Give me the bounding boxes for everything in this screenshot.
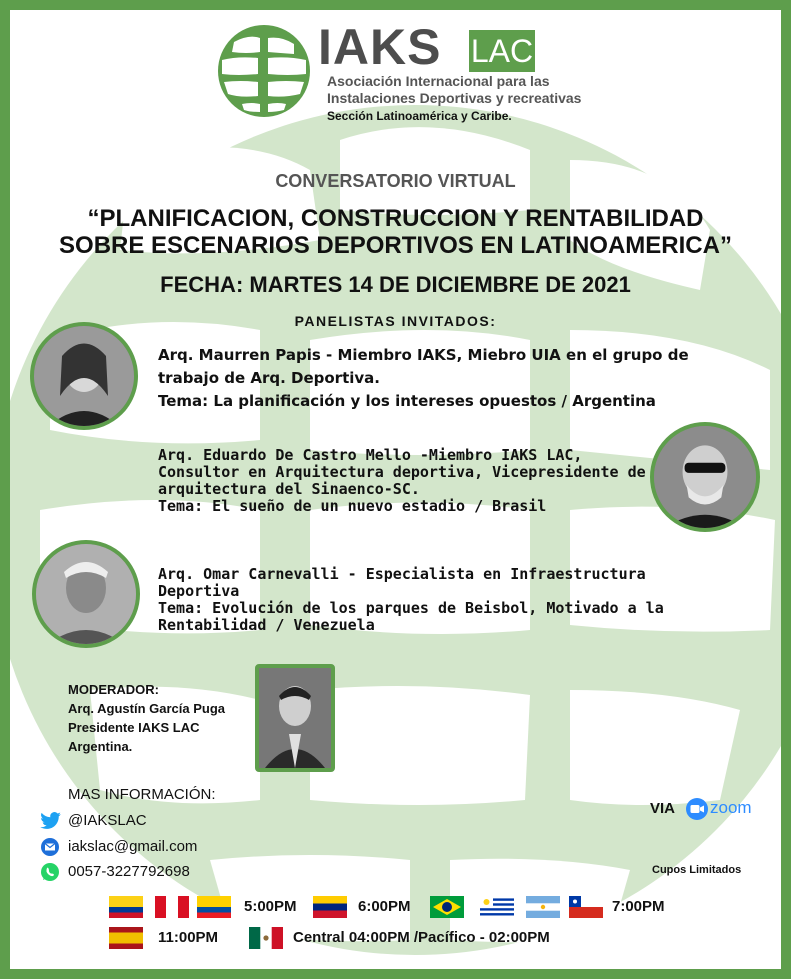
logo-tagline-line1: Asociación Internacional para las bbox=[327, 73, 550, 89]
venezuela-flag-icon bbox=[313, 896, 347, 918]
zoom-platform: zoom bbox=[710, 798, 752, 817]
logo-section: Sección Latinoamérica y Caribe. bbox=[327, 109, 512, 123]
moderator-info bbox=[68, 680, 225, 756]
panelist-2-line1: Arq. Eduardo De Castro Mello -Miembro IAKS LAC, bbox=[158, 446, 583, 464]
brazil-flag-icon bbox=[430, 896, 464, 918]
via-label: VIA bbox=[650, 800, 676, 817]
panelists-heading: PANELISTAS INVITADOS: bbox=[294, 313, 497, 329]
argentina-flag-icon bbox=[526, 896, 560, 918]
time-brazil-uruguay-argentina-chile: 7:00PM bbox=[612, 898, 665, 915]
colombia-flag-icon bbox=[109, 896, 143, 918]
ecuador-flag-icon bbox=[197, 896, 231, 918]
spain-flag-icon bbox=[109, 927, 143, 949]
event-title-line2: SOBRE ESCENARIOS DEPORTIVOS EN LATINOAMERICA” bbox=[59, 232, 732, 259]
time-mexico: Central 04:00PM /Pacífico - 02:00PM bbox=[293, 929, 550, 946]
panelist-1-line1: Arq. Maurren Papis - Miembro IAKS, Miebro UIA en el grupo de bbox=[158, 346, 689, 364]
moderator-role: Presidente IAKS LAC bbox=[68, 720, 200, 735]
panelist-3-info bbox=[158, 566, 664, 634]
peru-flag-icon bbox=[155, 896, 189, 918]
panelist-2-topic: Tema: El sueño de un nuevo estadio / Brasil bbox=[158, 497, 547, 515]
zoom-icon bbox=[686, 798, 708, 820]
mexico-flag-icon bbox=[249, 927, 283, 949]
logo-name: IAKS bbox=[318, 19, 442, 75]
panelist-3-topic1: Tema: Evolución de los parques de Beisbol, Motivado a la bbox=[158, 599, 664, 617]
panelist-2-photo bbox=[650, 422, 760, 532]
whatsapp-icon bbox=[40, 862, 60, 882]
more-info-heading: MAS INFORMACIÓN: bbox=[68, 786, 216, 803]
person-silhouette-icon bbox=[34, 326, 134, 426]
panelist-3-photo bbox=[32, 540, 140, 648]
event-title-line1: “PLANIFICACION, CONSTRUCCION Y RENTABILIDAD bbox=[87, 205, 704, 232]
time-venezuela: 6:00PM bbox=[358, 898, 411, 915]
limited-seats: Cupos Limitados bbox=[652, 864, 742, 876]
logo-tagline-line2: Instalaciones Deportivas y recreativas bbox=[327, 90, 582, 106]
moderator-photo bbox=[255, 664, 335, 772]
event-date: FECHA: MARTES 14 DE DICIEMBRE DE 2021 bbox=[160, 272, 631, 297]
panelist-2-line3: arquitectura del Sinaenco-SC. bbox=[158, 480, 420, 498]
panelist-1-photo bbox=[30, 322, 138, 430]
person-silhouette-icon bbox=[259, 668, 331, 768]
email-icon bbox=[41, 838, 59, 856]
time-colombia-peru-ecuador: 5:00PM bbox=[244, 898, 297, 915]
phone-number[interactable]: 0057-3227792698 bbox=[68, 863, 190, 880]
time-spain: 11:00PM bbox=[158, 929, 219, 946]
chile-flag-icon bbox=[569, 896, 603, 918]
event-type: CONVERSATORIO VIRTUAL bbox=[275, 171, 516, 191]
panelist-2-line2: Consultor en Arquitectura deportiva, Vicepresidente de bbox=[158, 463, 646, 481]
twitter-icon bbox=[40, 812, 62, 830]
logo-suffix-badge: LAC bbox=[469, 30, 535, 72]
panelist-3-line1: Arq. Omar Carnevalli - Especialista en Infraestructura bbox=[158, 565, 646, 583]
event-title bbox=[0, 205, 791, 259]
uruguay-flag-icon bbox=[480, 896, 514, 918]
moderator-label: MODERADOR: bbox=[68, 682, 159, 697]
email-address[interactable]: iakslac@gmail.com bbox=[68, 838, 198, 855]
panelist-3-line2: Deportiva bbox=[158, 582, 240, 600]
panelist-1-topic: Tema: La planificación y los intereses opuestos / Argentina bbox=[158, 392, 656, 410]
panelist-1-info bbox=[158, 346, 689, 411]
moderator-name: Arq. Agustín García Puga bbox=[68, 701, 225, 716]
panelist-2-info bbox=[158, 447, 646, 515]
panelist-1-line2: trabajo de Arq. Deportiva. bbox=[158, 369, 380, 387]
logo-tagline bbox=[327, 73, 581, 107]
person-silhouette-icon bbox=[654, 426, 756, 528]
twitter-handle[interactable]: @IAKSLAC bbox=[68, 812, 147, 829]
moderator-country: Argentina. bbox=[68, 739, 133, 754]
iaks-globe-logo-icon bbox=[214, 22, 314, 120]
panelist-3-topic2: Rentabilidad / Venezuela bbox=[158, 616, 375, 634]
person-silhouette-icon bbox=[36, 544, 136, 644]
